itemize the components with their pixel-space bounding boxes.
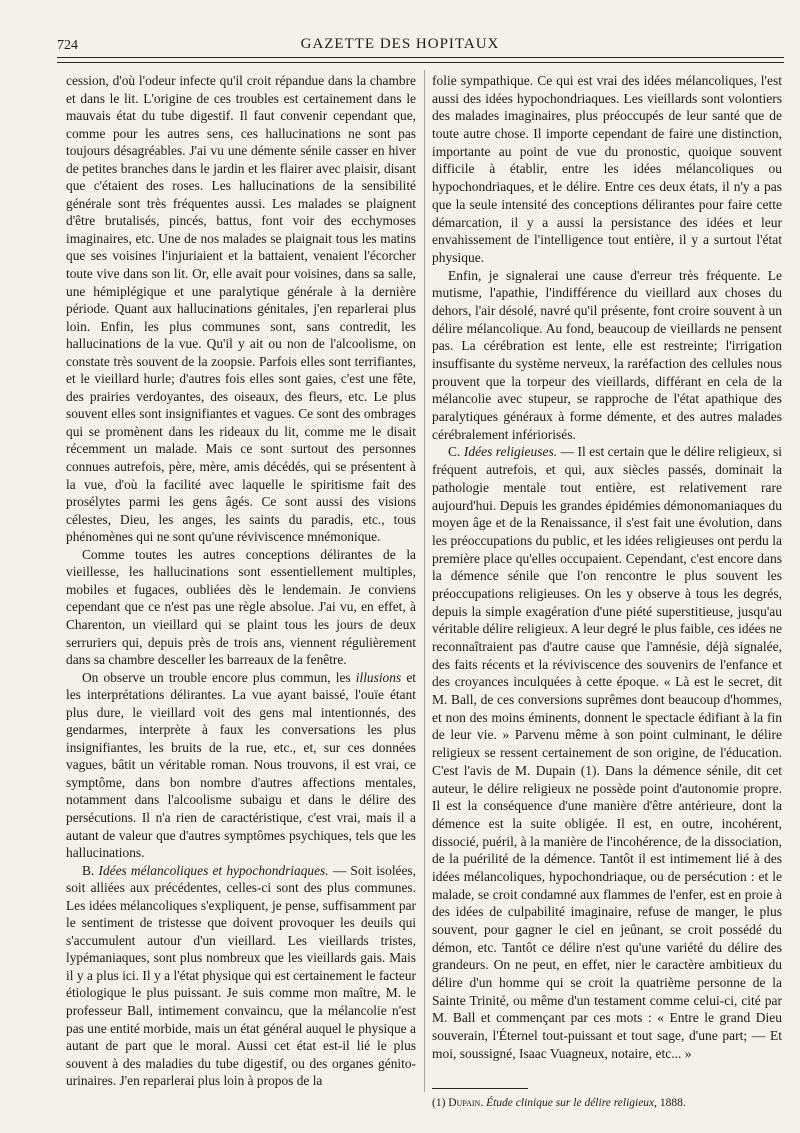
footnote [432,1096,782,1111]
footnote-title: Étude clinique sur le délire religieux [486,1097,655,1109]
section-c-label: C. [448,444,461,460]
left-paragraph-2: Comme toutes les autres conceptions délirantes de la vieillesse, les hallucinations sont essentiellement multiples, mobiles et fugaces, oubliées dès le lendemain. Je conviens cependant que ce n'est pas une règle absolue. J'ai vu, en effet, à Charenton, un vieillard qui se plaint tous les jours de deux serruriers qui, depuis près de trois ans, viennent régulièrement dans sa chambre desceller les barreaux de la fenêtre. [66,546,416,668]
column-divider [424,70,425,1092]
left-paragraph-3 [66,669,416,862]
illusions-term: illusions [355,669,402,685]
left-column [66,72,416,1090]
section-b-text: — Soit isolées, soit alliées aux précédentes, celles-ci sont des plus communes. Les idées mélancoliques s'expliquent, je pense, suffisamment par le sentiment de tristesse que doivent provoquer les deuils qui s'accumulent autour d'un vieillard. Les vieillards tristes, lypémaniaques, sont plus nombreux que les vieillards gais. Mais il y a plus ici. Il y a l'état physique qui est certainement le facteur étiologique le plus puissant. Je suis comme mon maître, M. le professeur Ball, intimement convaincu, que la mélancolie n'est pas une entité morbide, mais un état général auquel le physique a autant de part que le moral. Aussi cet état est-il lié le plus souvent à des maladies du tube digestif, ou des organes génito-urinaires. J'en reparlerai plus loin à propos de la [66,862,416,1089]
section-c-heading: Idées religieuses. [463,444,558,460]
header-rule-bottom [57,62,784,63]
section-b-heading: Idées mélancoliques et hypochondriaques. [98,862,329,878]
section-c-text: — Il est certain que le délire religieux, si fréquent autrefois, et qui, aux siècles passés, dominait la pathologie mentale tout entière, est relativement rare aujourd'hui. Depuis les grandes épidémies démonomaniaques du moyen âge et de la Renaissance, il s'est fait une évolution, dans les préoccupations du public, et les idées religieuses ont perdu la première place qu'elles occupaient. Cependant, c'est encore dans la démence sénile que l'on rencontre le plus souvent les préoccupations religieuses. On les y observe à tous les degrés, depuis la simple exagération d'une piété superstitieuse, jusqu'au véritable délire religieux. A leur degré le plus faible, ces idées ne reconnaîtraient pas d'autre cause que l'amnésie, déjà signalée, des faits récents et la réviviscence des souvenirs de l'enfance et des croyances inculquées à cette époque. « Là est le secret, dit M. Ball, de ces conversions suprêmes dont beaucoup d'hommes, et non des moins éminents, donnent le spectacle édifiant à la fin de leur vie. » Parvenu même à son point culminant, le délire religieux se ressent certainement de son origine, de l'éducation. C'est l'avis de M. Dupain (1). Dans la démence sénile, dit cet auteur, le délire religieux ne possède point d'autonomie propre. Il est la conséquence d'une manière d'être antérieure, dont la démence est la suite obligée. Il est, en outre, incohérent, dissocié, puéril, à la manière de l'incohérence, de la dissociation, de la puérilité de la démence. Tantôt il est intimement lié à des idées mélancoliques, hypochondriaque, ou de persécution : et le malade, se croit condamné aux flammes de l'enfer, est en proie à des idées de culpabilité imaginaire, refuse de manger, le plus souvent, pour gagner le ciel en jeûnant, se croit possédé du démon, etc. Tantôt ce délire n'est qu'une variété du délire des grandeurs. On ne peut, en effet, nier le caractère ambitieux du délire d'un homme qui se croit la quatrième personne de la Sainte Trinité, ou même d'un testament comme celui-ci, cité par M. Ball et commençant par ces mots : « Entre le grand Dieu souverain, l'Éternel tout-puissant et tout sage, d'une part; — Et moi, soussigné, Isaac Vuagneux, notaire, etc... » [432,444,782,1061]
page-number: 724 [57,38,78,53]
illusions-lead: On observe un trouble encore plus commun, les [82,669,356,685]
right-paragraph-1: folie sympathique. Ce qui est vrai des idées mélancoliques, l'est aussi des idées hypochondriaques. Les vieillards sont volontiers des malades imaginaires, plus préoccupés de leur santé que de toute autre chose. Il importe cependant de faire une distinction, importante au point de vue du pronostic, quoique souvent difficile à établir, entre les idées mélancoliques ou hypochondriaques, et le délire. Entre ces deux états, il n'y a pas que la seule intensité des conceptions délirantes pour faire cette démarcation, il y a aussi la persistance des idées et leur envahissement de l'intelligence tout entière, il y a surtout l'état physique. [432,73,782,265]
header-rule-top [57,57,784,58]
right-column [432,72,782,1063]
footnote-rule [432,1088,528,1089]
running-title: GAZETTE DES HOPITAUX [300,36,500,52]
footnote-author: Dupain. [448,1097,484,1109]
section-b-label: B. [82,862,95,878]
left-paragraph-4 [66,862,416,1090]
left-paragraph-1: cession, d'où l'odeur infecte qu'il croit répandue dans la chambre et dans le lit. L'origine de ces troubles est certainement dans le mauvais état du tube digestif. Il faut convenir cependant que, comme pour les autres sens, ces hallucinations ne sont pas toujours désagréables. J'ai vu une démente sénile casser en hiver de petites branches dans le jardin et les flairer avec plaisir, disant que c'étaient des roses. Les hallucinations de la sensibilité générale sont très fréquentes aussi. Les malades se plaignent d'être brutalisés, pincés, battus, font voir des ecchymoses imaginaires, etc. Une de nos malades se plaignait tous les matins que ses voisines l'injuriaient et la battaient, venaient l'écorcher toute vive dans son lit. Or, elle avait pour voisines, dans sa salle, une hémiplégique et une paralytique générale à la dernière période. Quant aux hallucinations génitales, j'en reparlerai plus loin. Enfin, les plus communes sont, sans contredit, les hallucinations de la vue. Qu'il y ait ou non de l'alcoolisme, on constate très souvent de la zoopsie. Parfois elles sont terrifiantes, et le vieillard hurle; d'autres fois elles sont gaies, c'est une fête, des prairies verdoyantes, des oiseaux, des fleurs, etc. Le plus souvent elles sont insignifiantes et vagues. Ce sont des ombrages qui se promènent dans les rideaux du lit, comme me le disait récemment un malade. Mais ce sont surtout des personnes connues autrefois, père, mère, amis décédés, qui se présentent à la vue, d'où la facilité avec laquelle le spiritisme fait des prosélytes parmi les gens âgés. Ce sont aussi des visions célestes, Dieu, les anges, les saints du paradis, etc., tous phénomènes qui ne sont qu'une réviviscence mnémonique. [66,73,416,545]
footnote-marker: (1) [432,1097,446,1109]
illusions-text: et les interprétations délirantes. La vue ayant baissé, l'ouïe étant plus dure, le vieillard voit des gens mal intentionnés, des gendarmes, interprète à faux les conversations les plus insignifiantes, les bruits de la rue, etc., et, sur ces données vagues, bâtit un véritable roman. Nous trouvons, il est vrai, ce symptôme, dans bon nombre d'autres affections mentales, notamment dans l'alcoolisme subaigu et dans le délire des persécutions. Il n'a rien de caractéristique, c'est vrai, mais il a autant de valeur que d'autres symptômes psychiques, tels que les hallucinations. [66,669,416,861]
right-paragraph-3 [432,443,782,1062]
right-paragraph-2: Enfin, je signalerai une cause d'erreur très fréquente. Le mutisme, l'apathie, l'indifférence du vieillard aux choses du dehors, l'air désolé, navré qu'il présente, font croire souvent à un délire mélancolique. Au fond, beaucoup de vieillards ne pensent pas. La cérébration est lente, elle est restreinte; l'irrigation insuffisante du système nerveux, la raréfaction des cellules nous prouvent que la torpeur des vieillards, différant en cela de la mélancolie avec stupeur, se rapproche de l'état apathique des paralytiques généraux à forme démente, et des autres malades cérébralement infériorisés. [432,267,782,442]
footnote-year: , 1888. [654,1097,686,1109]
